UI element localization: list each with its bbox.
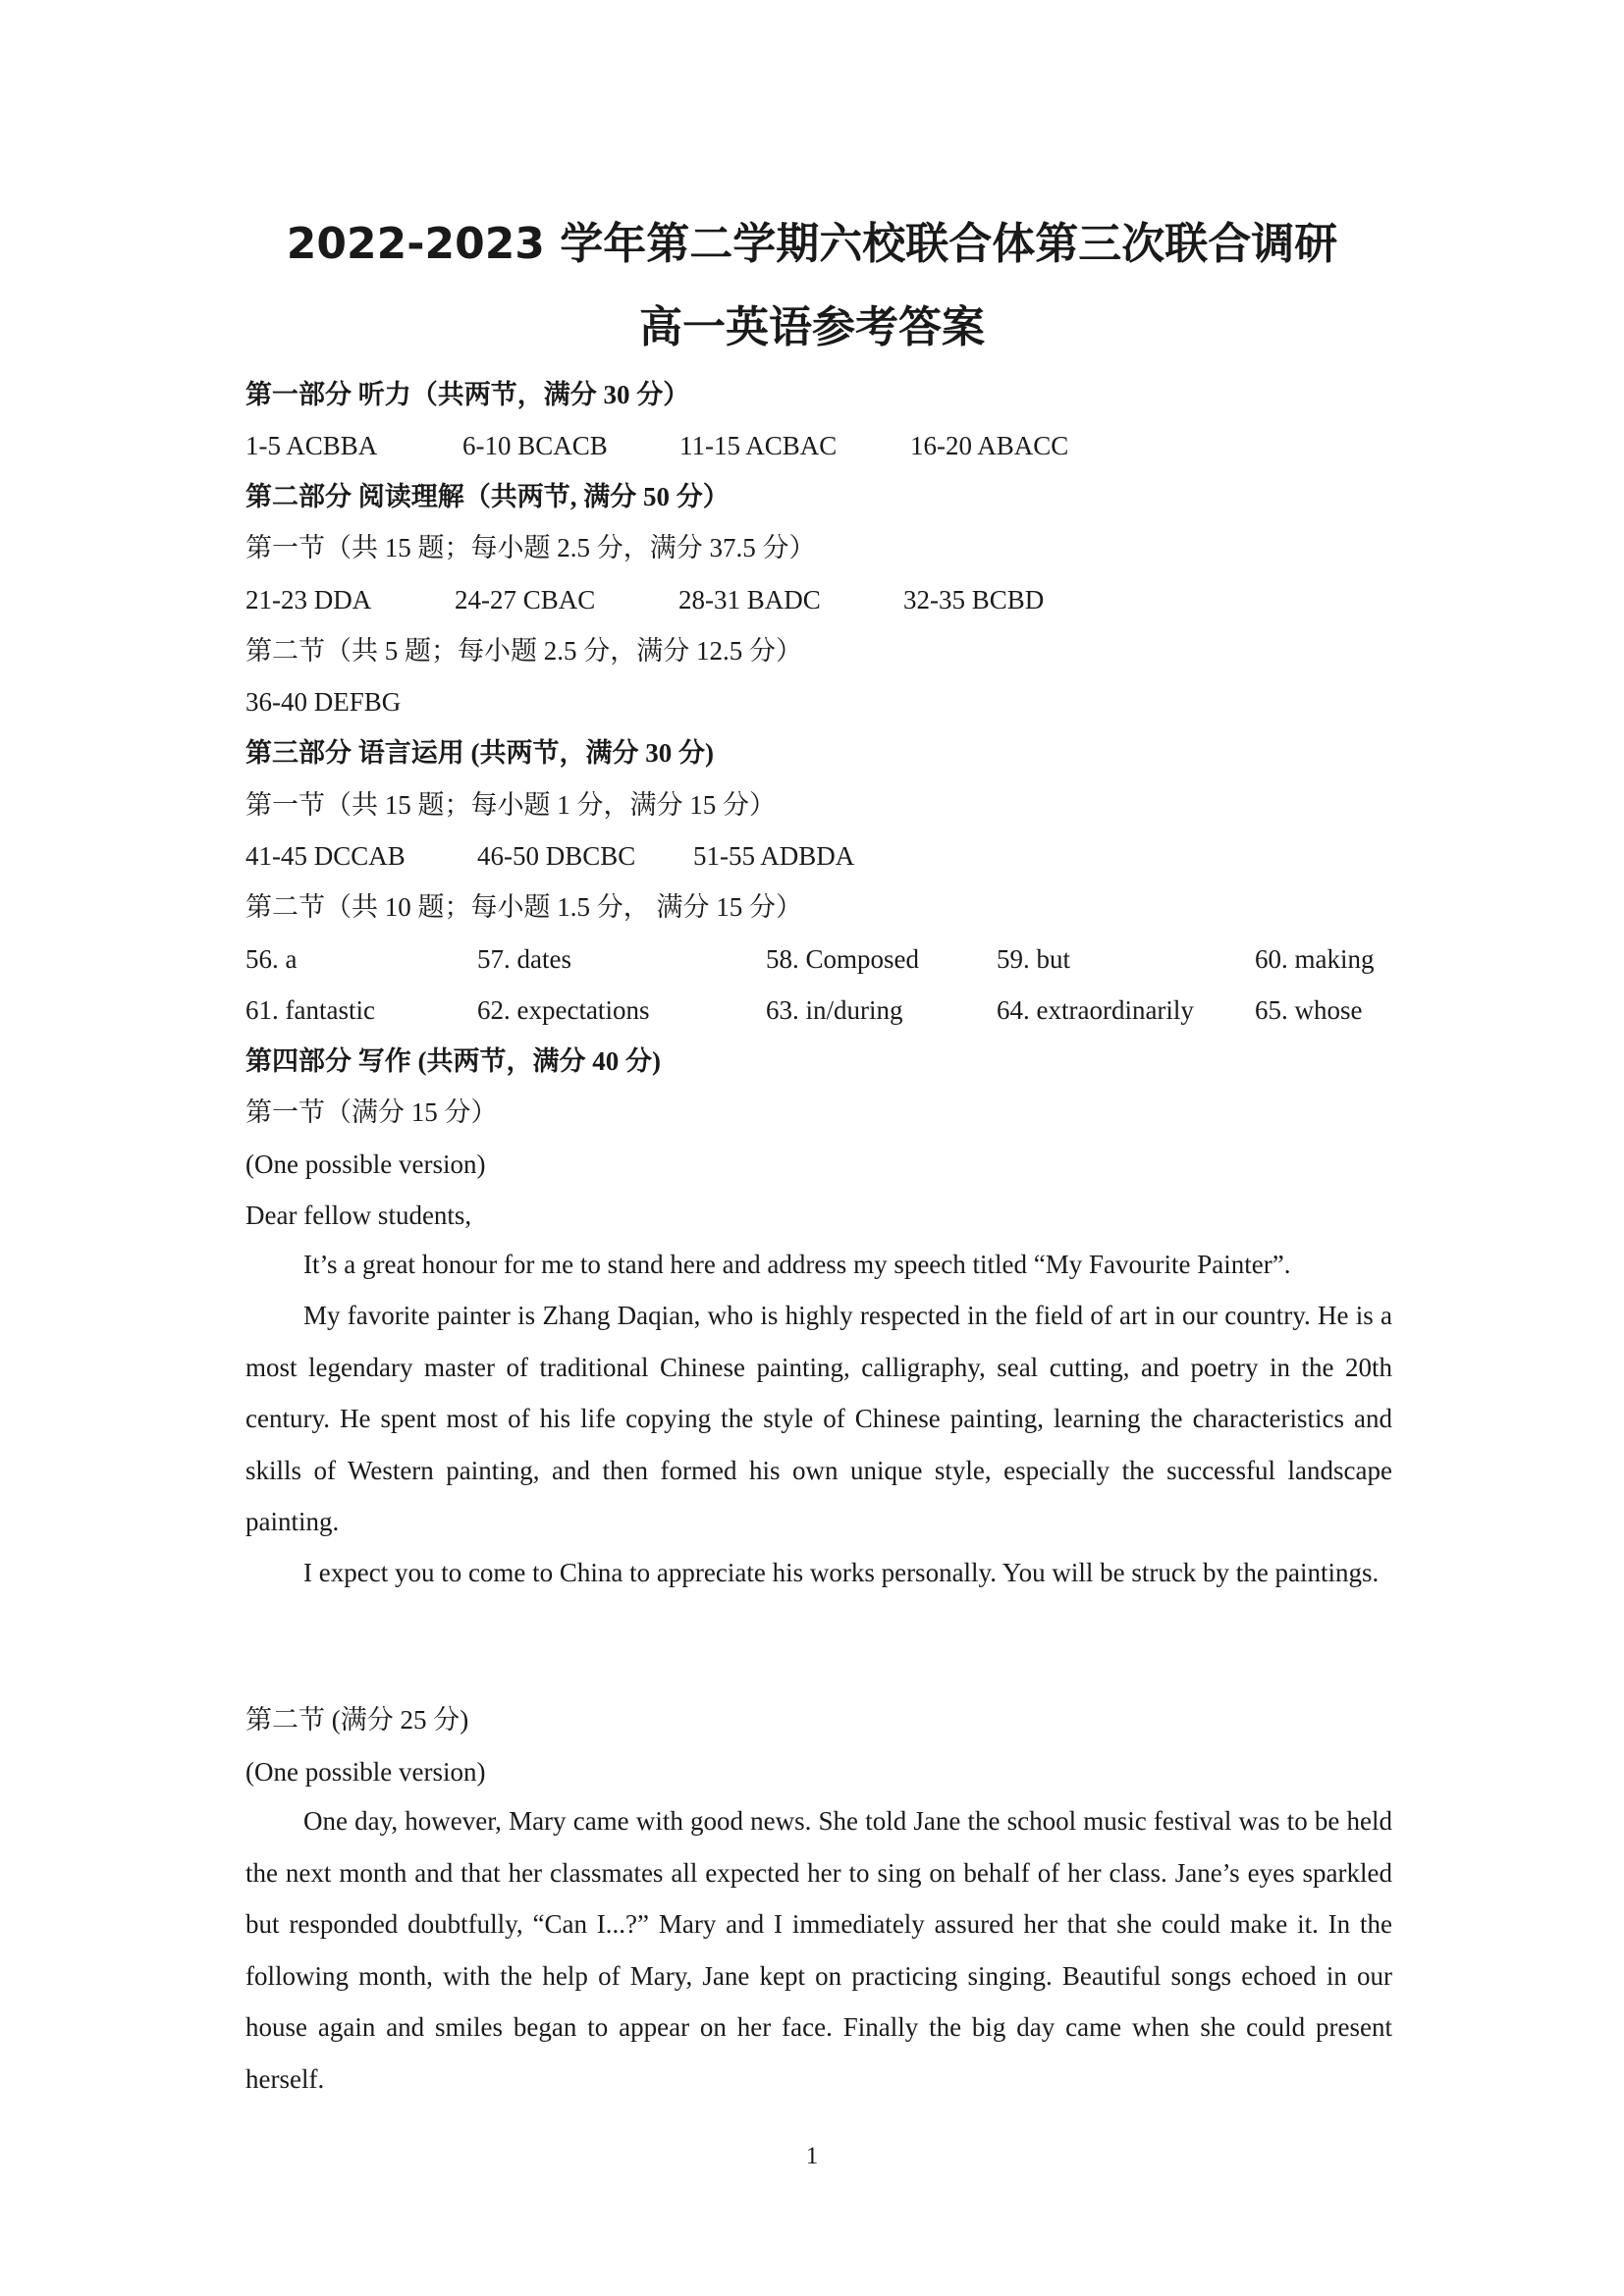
answer-group: 11-15 ACBAC	[679, 431, 838, 460]
document-subtitle: 高一英语参考答案	[639, 302, 985, 352]
fill-answer: 65. whose	[1255, 995, 1363, 1025]
answer-group: 51-55 ADBDA	[693, 841, 855, 871]
fill-answer: 58. Composed	[766, 944, 920, 974]
answer-group: 16-20 ABACC	[910, 431, 1069, 460]
part2-section1-heading: 第一节（共 15 题；每小题 2.5 分，满分 37.5 分）	[245, 533, 816, 562]
answer-group: 21-23 DDA	[245, 585, 372, 614]
essay-paragraph: I expect you to come to China to appreciate his works personally. You will be struck by the paintings.	[303, 1558, 1380, 1587]
answer-group: 46-50 DBCBC	[477, 841, 636, 871]
fill-answer: 57. dates	[477, 944, 571, 974]
letter-greeting: Dear fellow students,	[245, 1201, 472, 1230]
fill-answer: 60. making	[1255, 944, 1375, 974]
essay-paragraph: It’s a great honour for me to stand here and address my speech titled “My Favourite Painter”.	[303, 1250, 1291, 1279]
answer-group: 6-10 BCACB	[462, 431, 608, 460]
answer-group: 32-35 BCBD	[903, 585, 1045, 614]
part3-section1-heading: 第一节（共 15 题；每小题 1 分，满分 15 分）	[245, 790, 776, 820]
fill-answer: 61. fantastic	[245, 995, 375, 1025]
essay-paragraph: One day, however, Mary came with good news. She told Jane the school music festival was to be held the next month and that her classmates all expected her to sing on behalf of her class. Jane’s eyes sparkled but responded doubtfully, “Can I...?” Mary and I immediately assured her that she could make it. In the following month, with the help of Mary, Jane kept on practicing singing. Beautiful songs echoed in our house again and smiles began to appear on her face. Finally the big day came when she could present herself.	[245, 1806, 1392, 2094]
fill-answer: 63. in/during	[766, 995, 903, 1025]
fill-answer: 59. but	[997, 944, 1071, 974]
part3-section2-heading: 第二节（共 10 题；每小题 1.5 分， 满分 15 分）	[245, 892, 802, 922]
part1-heading: 第一部分 听力（共两节，满分 30 分）	[245, 380, 690, 409]
fill-answer: 62. expectations	[477, 995, 650, 1025]
document-title: 2022-2023 学年第二学期六校联合体第三次联合调研	[286, 219, 1338, 269]
answer-group: 28-31 BADC	[678, 585, 821, 614]
answer-group: 1-5 ACBBA	[245, 431, 378, 460]
answer-group: 36-40 DEFBG	[245, 687, 402, 717]
part4-heading: 第四部分 写作 (共两节，满分 40 分)	[245, 1046, 661, 1076]
part2-section2-heading: 第二节（共 5 题；每小题 2.5 分，满分 12.5 分）	[245, 636, 802, 666]
part4-section2-heading: 第二节 (满分 25 分)	[245, 1705, 469, 1735]
part3-heading: 第三部分 语言运用 (共两节，满分 30 分)	[245, 738, 714, 768]
version-label: (One possible version)	[245, 1757, 486, 1787]
essay-paragraph: My favorite painter is Zhang Daqian, who is highly respected in the field of art in our country. He is a most legendary master of traditional Chinese painting, calligraphy, seal cutting, and poetry in the 20th century. He spent most of his life copying the style of Chinese painting, learning the characteristics and skills of Western painting, and then formed his own unique style, especially the successful landscape painting.	[245, 1301, 1392, 1536]
part2-heading: 第二部分 阅读理解（共两节, 满分 50 分）	[245, 482, 730, 511]
part4-section1-heading: 第一节（满分 15 分）	[245, 1097, 498, 1127]
fill-answer: 64. extraordinarily	[997, 995, 1194, 1025]
page-number: 1	[805, 2143, 819, 2169]
answer-group: 41-45 DCCAB	[245, 841, 406, 871]
fill-answer: 56. a	[245, 944, 298, 974]
answer-group: 24-27 CBAC	[455, 585, 596, 614]
version-label: (One possible version)	[245, 1149, 486, 1179]
